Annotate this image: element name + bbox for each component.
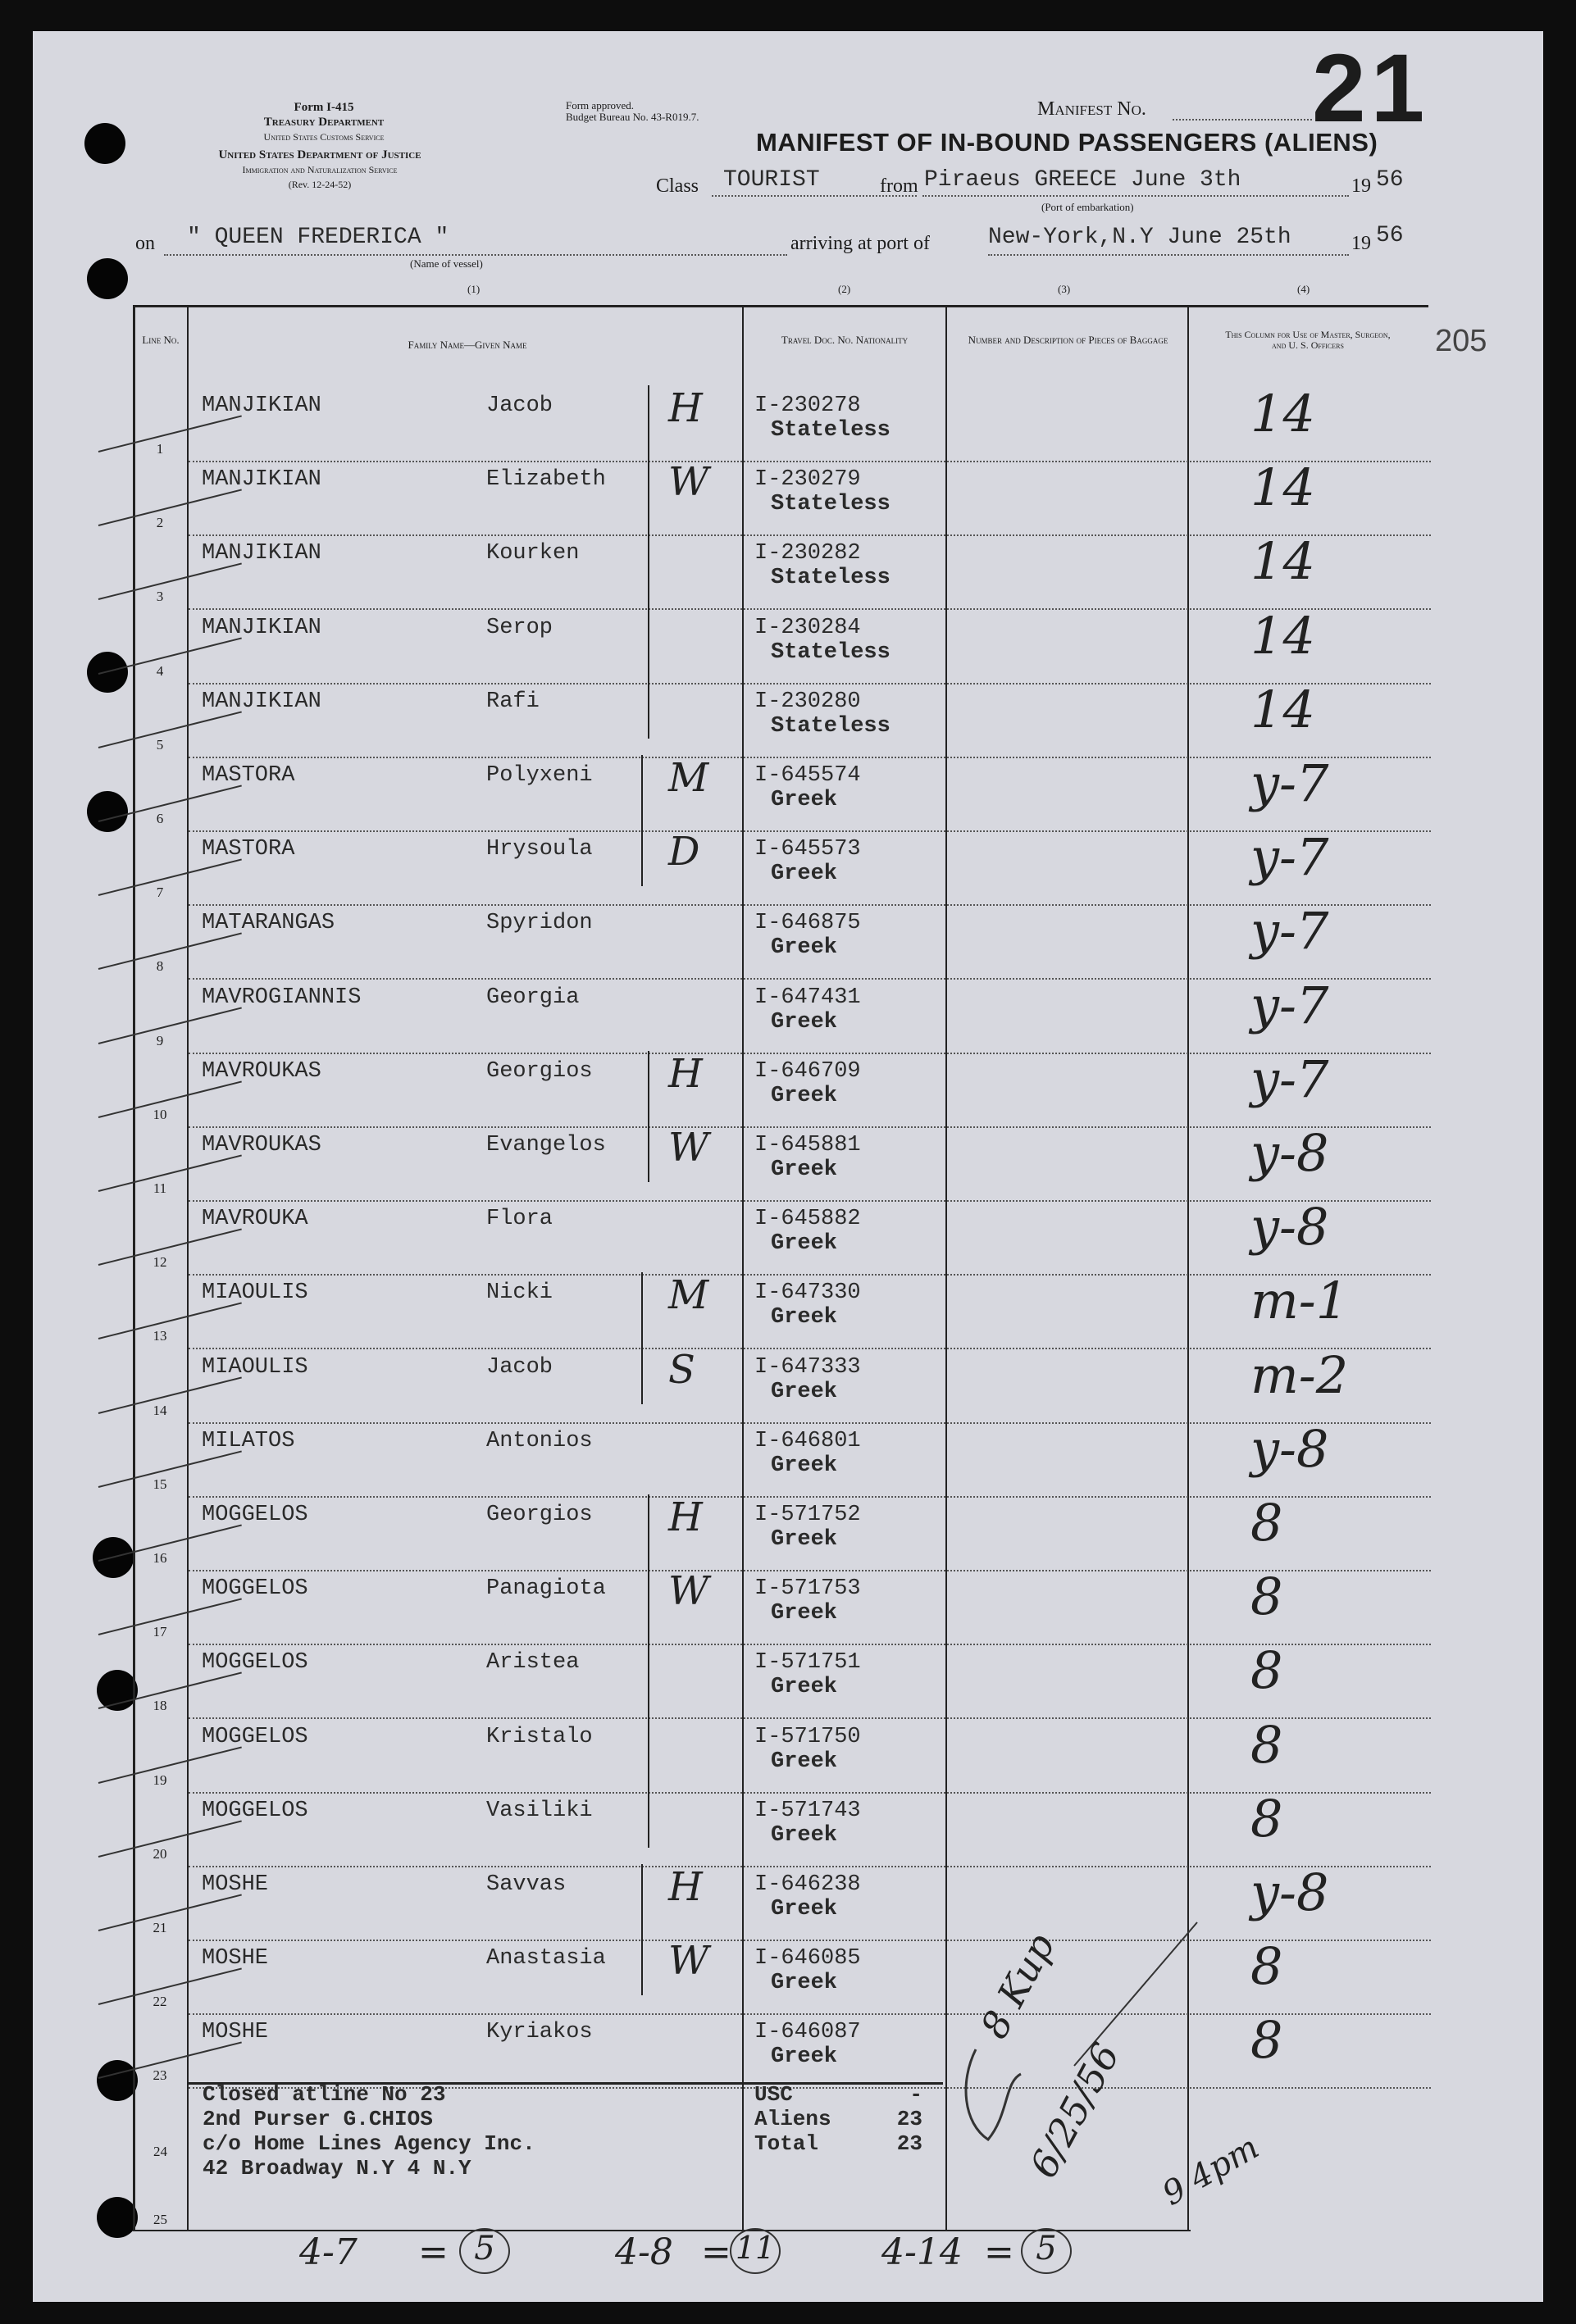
table-row <box>0 1567 1576 1650</box>
binder-hole <box>84 123 125 164</box>
family-name: MASTORA <box>202 763 295 788</box>
family-name: MOGGELOS <box>202 1650 308 1676</box>
family-name: MAVROGIANNIS <box>202 985 362 1010</box>
travel-doc-number: I-645574 <box>754 763 861 788</box>
travel-doc-number: I-571751 <box>754 1650 861 1676</box>
row-separator <box>189 978 1431 980</box>
table-row <box>0 531 1576 615</box>
row-separator <box>189 1792 1431 1794</box>
given-name: Aristea <box>486 1650 580 1676</box>
line-number: 19 <box>153 1771 167 1788</box>
given-name: Panagiota <box>486 1576 606 1602</box>
total-label: Total <box>754 2131 819 2156</box>
relationship-mark: M <box>668 755 709 801</box>
travel-doc-number: I-645573 <box>754 837 861 862</box>
line-number: 14 <box>153 1402 167 1418</box>
budget-bureau: Budget Bureau No. 43-R019.7. <box>566 111 699 123</box>
officer-mark: y-7 <box>1250 975 1329 1035</box>
given-name: Kyriakos <box>486 2020 593 2045</box>
given-name: Hrysoula <box>486 837 593 862</box>
relationship-mark: W <box>668 1568 709 1615</box>
tally-code: 4-7 <box>299 2231 358 2273</box>
line-number: 12 <box>153 1254 167 1271</box>
relationship-mark: W <box>668 1125 709 1171</box>
address-line: 42 Broadway N.Y 4 N.Y <box>203 2156 471 2181</box>
relationship-mark: D <box>668 829 700 875</box>
given-name: Savvas <box>486 1872 567 1897</box>
nationality: Stateless <box>771 713 890 739</box>
travel-doc-number: I-647431 <box>754 985 861 1010</box>
embark-year: 56 <box>1376 167 1404 193</box>
table-row <box>0 753 1576 837</box>
family-name: MANJIKIAN <box>202 541 321 566</box>
tally-equals: = <box>701 2231 731 2273</box>
table-row <box>0 679 1576 763</box>
given-name: Georgia <box>486 985 580 1010</box>
relationship-mark: H <box>668 1864 703 1910</box>
nationality: Greek <box>771 1601 838 1626</box>
nationality: Greek <box>771 1009 838 1035</box>
line-number: 8 <box>156 958 164 975</box>
given-name: Anastasia <box>486 1946 606 1972</box>
officer-mark: 8 <box>1250 1788 1283 1849</box>
arrival-year: 56 <box>1376 223 1404 248</box>
row-separator <box>189 1717 1431 1719</box>
tally-equals: = <box>984 2231 1014 2273</box>
col-header-officers: This Column for Use of Master, Surgeon, and U. S. Officers <box>1225 329 1391 351</box>
table-row <box>0 1862 1576 1946</box>
row-separator <box>189 1053 1431 1054</box>
officer-mark: m-1 <box>1250 1271 1349 1331</box>
given-name: Flora <box>486 1207 553 1232</box>
table-row <box>0 975 1576 1059</box>
nationality: Stateless <box>771 639 890 665</box>
year-prefix: 19 <box>1351 175 1371 197</box>
travel-doc-number: I-230282 <box>754 541 861 566</box>
usc-label: USC <box>754 2082 793 2107</box>
line-number: 1 <box>156 441 164 457</box>
relationship-mark: M <box>668 1272 709 1319</box>
relationship-mark: H <box>668 1494 703 1540</box>
nationality: Greek <box>771 1083 838 1108</box>
officer-mark: 8 <box>1250 2010 1283 2071</box>
family-bracket <box>641 755 643 886</box>
officer-mark: y-7 <box>1250 901 1329 962</box>
row-separator <box>189 830 1431 832</box>
travel-doc-number: I-571750 <box>754 1724 861 1749</box>
col-header-line-no: Line No. <box>142 334 180 346</box>
line-number: 10 <box>153 1106 167 1122</box>
officer-mark: 8 <box>1250 1714 1283 1775</box>
table-row <box>0 1271 1576 1354</box>
nationality: Greek <box>771 2044 838 2070</box>
travel-doc-number: I-647333 <box>754 1354 861 1380</box>
table-row <box>0 1640 1576 1724</box>
line-number: 17 <box>153 1624 167 1640</box>
form-id: Form I-415 <box>294 101 354 114</box>
table-row <box>0 1493 1576 1576</box>
vessel-name: " QUEEN FREDERICA " <box>187 225 449 250</box>
family-name: MANJIKIAN <box>202 393 321 418</box>
travel-doc-number: I-645881 <box>754 1133 861 1157</box>
nationality: Greek <box>771 1231 838 1257</box>
purser-line: 2nd Purser G.CHIOS <box>203 2107 433 2131</box>
relationship-mark: W <box>668 1938 709 1985</box>
table-row <box>0 827 1576 911</box>
line-number: 20 <box>153 1845 167 1862</box>
line-number: 4 <box>156 662 164 679</box>
family-bracket <box>641 1864 643 1995</box>
given-name: Vasiliki <box>486 1798 593 1823</box>
on-label: on <box>135 233 155 254</box>
line-number: 5 <box>156 736 164 753</box>
officer-mark: y-8 <box>1250 1862 1329 1922</box>
justice-dept: United States Department of Justice <box>218 148 421 161</box>
family-name: MATARANGAS <box>202 911 335 936</box>
row-separator <box>189 1496 1431 1498</box>
port-embarkation-caption: (Port of embarkation) <box>1041 201 1134 213</box>
tally-code: 4-8 <box>615 2231 673 2273</box>
page-ref-number: 205 <box>1435 324 1487 358</box>
nationality: Stateless <box>771 492 890 517</box>
officer-mark: 14 <box>1250 679 1315 739</box>
given-name: Georgios <box>486 1058 593 1084</box>
form-approved: Form approved. <box>566 99 635 111</box>
class-value: TOURIST <box>723 167 820 193</box>
family-name: MOGGELOS <box>202 1503 308 1527</box>
treasury-dept: Treasury Department <box>263 116 385 129</box>
family-bracket <box>648 385 649 739</box>
line-number: 23 <box>153 2067 167 2084</box>
travel-doc-number: I-571753 <box>754 1576 861 1602</box>
col-number-4: (4) <box>1297 283 1310 295</box>
line-number: 18 <box>153 1698 167 1714</box>
total-value: 23 <box>896 2131 922 2156</box>
arrival-year-prefix: 19 <box>1351 233 1371 254</box>
usc-value: - <box>909 2082 922 2107</box>
nationality: Greek <box>771 1675 838 1700</box>
family-name: MANJIKIAN <box>202 689 321 714</box>
inspection-note: 9 4pm <box>1156 2128 1266 2213</box>
relationship-mark: H <box>668 385 703 431</box>
from-label: from <box>880 175 918 197</box>
table-row <box>0 1123 1576 1207</box>
tally-equals: = <box>418 2231 449 2273</box>
arrival-port: New-York,N.Y June 25th <box>988 225 1291 250</box>
nationality: Greek <box>771 1157 838 1182</box>
inspection-date: 6/25/56 <box>1021 2035 1128 2185</box>
revision: (Rev. 12-24-52) <box>288 179 352 190</box>
travel-doc-number: I-230284 <box>754 615 861 640</box>
row-separator <box>189 1422 1431 1424</box>
row-separator <box>189 1348 1431 1349</box>
given-name: Kourken <box>486 541 580 566</box>
col-number-2: (2) <box>838 283 851 295</box>
manifest-number: 21 <box>1312 34 1430 143</box>
travel-doc-number: I-646087 <box>754 2020 861 2045</box>
family-name: MOGGELOS <box>202 1724 308 1749</box>
travel-doc-number: I-646709 <box>754 1058 861 1084</box>
family-name: MAVROUKA <box>202 1207 308 1232</box>
table-row <box>0 1788 1576 1872</box>
family-name: MOSHE <box>202 1872 269 1897</box>
travel-doc-number: I-230279 <box>754 467 861 493</box>
row-separator <box>189 904 1431 906</box>
family-name: MANJIKIAN <box>202 467 321 493</box>
line-number: 3 <box>156 589 164 605</box>
family-name: MOSHE <box>202 1946 269 1972</box>
line-number: 6 <box>156 811 164 826</box>
line-number: 22 <box>153 1994 167 2010</box>
officer-mark: m-2 <box>1250 1344 1349 1405</box>
table-row <box>0 1197 1576 1280</box>
nationality: Greek <box>771 935 838 961</box>
officer-mark: 14 <box>1250 457 1315 518</box>
line-number: 11 <box>153 1180 167 1196</box>
col-header-travel-doc: Travel Doc. No. Nationality <box>781 334 909 346</box>
immigration-service: Immigration and Naturalization Service <box>242 164 398 175</box>
relationship-mark: W <box>668 459 709 506</box>
officer-mark: 14 <box>1250 531 1315 592</box>
given-name: Evangelos <box>486 1133 606 1157</box>
col-header-baggage: Number and Description of Pieces of Baggage <box>968 334 1168 346</box>
family-name: MILATOS <box>202 1428 295 1453</box>
table-row <box>0 901 1576 985</box>
line-number: 15 <box>153 1476 167 1492</box>
travel-doc-number: I-571743 <box>754 1798 861 1823</box>
table-row <box>0 605 1576 689</box>
line-number-24: 24 <box>153 2144 167 2159</box>
given-name: Jacob <box>486 1354 553 1380</box>
officer-mark: 14 <box>1250 384 1315 443</box>
table-row <box>0 1048 1576 1133</box>
family-name: MANJIKIAN <box>202 615 321 640</box>
family-name: MOGGELOS <box>202 1798 308 1823</box>
officer-mark: y-8 <box>1250 1197 1329 1258</box>
officer-mark: 8 <box>1250 1567 1283 1627</box>
travel-doc-number: I-647330 <box>754 1280 861 1306</box>
nationality: Stateless <box>771 566 890 591</box>
travel-doc-number: I-230280 <box>754 689 861 714</box>
tally-code: 4-14 <box>881 2231 963 2273</box>
given-name: Georgios <box>486 1503 593 1527</box>
row-separator <box>189 1200 1431 1202</box>
row-separator <box>189 1126 1431 1128</box>
col-number-3: (3) <box>1058 283 1071 295</box>
nationality: Greek <box>771 1527 838 1552</box>
arriving-label: arriving at port of <box>790 233 930 254</box>
nationality: Greek <box>771 1897 838 1922</box>
given-name: Antonios <box>486 1428 593 1453</box>
officer-mark: y-8 <box>1250 1418 1329 1479</box>
aliens-value: 23 <box>896 2107 922 2131</box>
col-number-1: (1) <box>467 283 481 295</box>
line-number: 21 <box>153 1920 167 1935</box>
travel-doc-number: I-646238 <box>754 1872 861 1897</box>
row-separator <box>189 757 1431 758</box>
nationality: Greek <box>771 1453 838 1478</box>
class-label: Class <box>656 175 699 197</box>
travel-doc-number: I-646085 <box>754 1946 861 1972</box>
tally-count: 5 <box>459 2228 510 2274</box>
line-number: 2 <box>156 515 164 531</box>
officer-mark: y-7 <box>1250 753 1329 813</box>
table-row <box>0 457 1576 541</box>
nationality: Greek <box>771 1822 838 1848</box>
row-separator <box>189 1274 1431 1276</box>
nationality: Greek <box>771 1305 838 1330</box>
family-name: MAVROUKAS <box>202 1058 321 1084</box>
given-name: Polyxeni <box>486 763 593 788</box>
given-name: Elizabeth <box>486 467 606 493</box>
closing-line: Closed atline No 23 <box>203 2082 446 2107</box>
family-bracket <box>648 1494 649 1848</box>
given-name: Serop <box>486 615 553 640</box>
travel-doc-number: I-646801 <box>754 1428 861 1453</box>
row-separator <box>189 534 1431 536</box>
family-name: MAVROUKAS <box>202 1133 321 1157</box>
nationality: Greek <box>771 1971 838 1996</box>
binder-hole <box>97 2197 138 2238</box>
vessel-caption: (Name of vessel) <box>410 257 483 270</box>
nationality: Greek <box>771 862 838 887</box>
given-name: Rafi <box>486 689 540 714</box>
travel-doc-number: I-571752 <box>754 1503 861 1527</box>
officer-mark: y-7 <box>1250 827 1329 888</box>
col-header-name: Family Name—Given Name <box>408 339 527 351</box>
nationality: Stateless <box>771 418 890 443</box>
officer-mark: 8 <box>1250 1640 1283 1701</box>
family-name: MIAOULIS <box>202 1354 308 1380</box>
embarkation-value: Piraeus GREECE June 3th <box>924 167 1241 193</box>
binder-hole <box>87 258 128 299</box>
officer-mark: 8 <box>1250 1493 1283 1553</box>
table-row <box>0 1936 1576 2020</box>
row-separator <box>189 683 1431 684</box>
officer-mark: 8 <box>1250 1936 1283 1997</box>
inspector-signature: 8 Kup <box>972 1926 1064 2046</box>
given-name: Nicki <box>486 1280 553 1306</box>
table-row <box>0 1714 1576 1799</box>
document-title: MANIFEST OF IN-BOUND PASSENGERS (ALIENS) <box>756 128 1378 157</box>
nationality: Greek <box>771 788 838 812</box>
travel-doc-number: I-230278 <box>754 393 861 418</box>
table-row <box>0 1418 1576 1503</box>
line-number: 9 <box>156 1032 164 1048</box>
nationality: Greek <box>771 1379 838 1404</box>
travel-doc-number: I-646875 <box>754 911 861 936</box>
customs-service: United States Customs Service <box>263 131 385 143</box>
aliens-label: Aliens <box>754 2107 831 2131</box>
line-number-25: 25 <box>153 2212 167 2227</box>
officer-mark: y-8 <box>1250 1123 1329 1183</box>
row-separator <box>189 1570 1431 1571</box>
officer-mark: 14 <box>1250 605 1315 666</box>
travel-doc-number: I-645882 <box>754 1207 861 1232</box>
tally-count: 5 <box>1021 2228 1072 2274</box>
manifest-no-label: Manifest No. <box>1037 98 1146 120</box>
line-number: 7 <box>156 885 164 901</box>
given-name: Spyridon <box>486 911 593 936</box>
agency-line: c/o Home Lines Agency Inc. <box>203 2131 535 2156</box>
row-separator <box>189 461 1431 462</box>
line-number: 13 <box>153 1328 167 1344</box>
officer-mark: y-7 <box>1250 1048 1329 1109</box>
tally-count: 11 <box>730 2228 781 2274</box>
given-name: Kristalo <box>486 1724 593 1749</box>
row-separator <box>189 608 1431 610</box>
row-separator <box>189 1644 1431 1645</box>
relationship-mark: S <box>668 1346 695 1393</box>
table-row <box>0 1344 1576 1429</box>
family-name: MOGGELOS <box>202 1576 308 1602</box>
relationship-mark: H <box>668 1050 703 1097</box>
family-bracket <box>641 1272 643 1403</box>
row-separator <box>189 1866 1431 1867</box>
given-name: Jacob <box>486 393 553 418</box>
nationality: Greek <box>771 1749 838 1774</box>
family-name: MIAOULIS <box>202 1280 308 1306</box>
family-name: MASTORA <box>202 837 295 862</box>
family-name: MOSHE <box>202 2020 269 2045</box>
table-row <box>0 384 1576 467</box>
line-number: 16 <box>153 1550 167 1566</box>
family-bracket <box>648 1051 649 1182</box>
